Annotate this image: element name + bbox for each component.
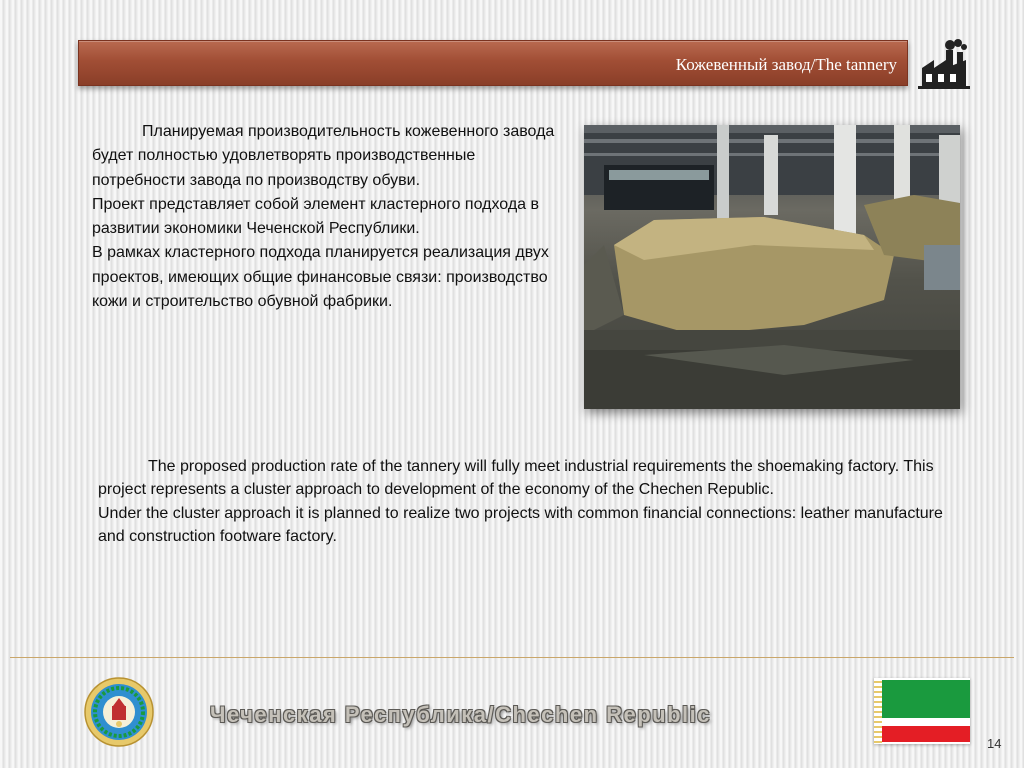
ru-paragraph: В рамках кластерного подхода планируется реализация двух проектов, имеющих общие финансовые связи: производство кожи и строительство обувной фабрики.	[92, 244, 549, 311]
english-description	[98, 455, 968, 549]
footer-title: Чеченская Республика/Chechen Republic	[210, 702, 712, 727]
footer-divider	[10, 657, 1014, 658]
page-number: 14	[987, 736, 1002, 751]
title-bar	[78, 40, 908, 86]
flag-green-stripe	[882, 680, 970, 718]
flag-ornament	[874, 678, 882, 744]
en-paragraph: Under the cluster approach it is planned to realize two projects with common financial connections: leather manufacture and construction footware factory.	[98, 504, 943, 546]
ru-paragraph: Планируемая производительность кожевенного завода будет полностью удовлетворять производственные потребности завода по производству обуви.	[92, 123, 555, 189]
flag-white-stripe	[882, 718, 970, 726]
slide-title: Кожевенный завод/The tannery	[675, 55, 897, 74]
russian-description	[92, 120, 562, 314]
ru-paragraph: Проект представляет собой элемент кластерного подхода в развитии экономики Чеченской Республики.	[92, 195, 540, 238]
chechen-flag-icon	[874, 678, 970, 744]
flag-red-stripe	[882, 726, 970, 742]
factory-icon	[916, 38, 972, 90]
chechen-emblem-icon	[83, 676, 155, 748]
tannery-photo	[584, 125, 960, 409]
en-paragraph: The proposed production rate of the tannery will fully meet industrial requirements the shoemaking factory. This project represents a cluster approach to development of the economy of the Chechen Republic.	[98, 458, 934, 499]
